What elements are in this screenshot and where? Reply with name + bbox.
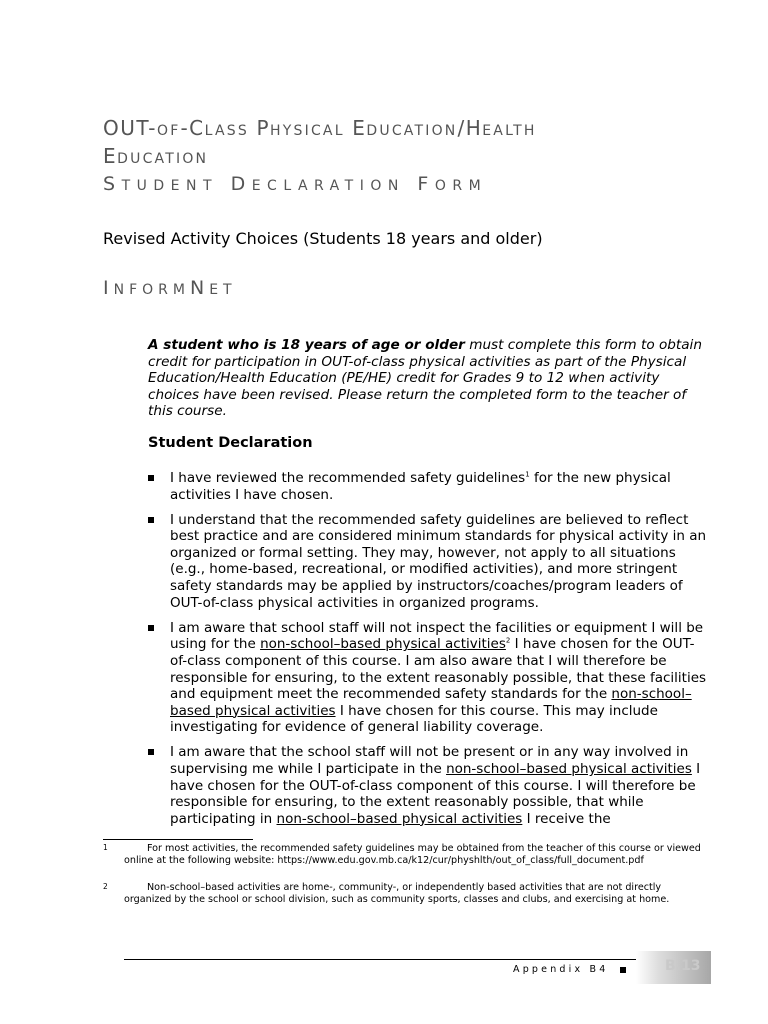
declaration-item: I understand that the recommended safety guidelines are believed to reflect best practice and are considered minimum standards for physical activity in an organized or formal setting. They may, however, not apply to all situations (e.g., home-based, recreational, or modified activities), and more stringent safety standards may be applied by instructors/coaches/program leaders of OUT-of-class physical activities in organized programs. [148,512,708,612]
bullet-square-icon [148,475,154,481]
footer-appendix-label: Appendix B4 [513,964,609,975]
declaration-item: I am aware that school staff will not inspect the facilities or equipment I will be using for the non-school–based physical activities$^2$ I have chosen for the OUT-of-class component of this course. I am also aware that I will therefore be responsible for ensuring, to the extent reasonably possible, that these facilities and equipment meet the recommended safety standards for the non-school–based physical activities I have chosen for this course. This may include investigating for evidence of general liability coverage. [148,620,708,736]
bullet-square-icon [148,625,154,631]
footnote-2: 2 Non-school–based activities are home-, community-, or independently based activities that are not directly organized by the school or school division, such as community sports, classes and clubs, and exercising at home. [103,882,670,906]
footnote-ref[interactable]: 1 [525,470,530,479]
form-subtitle: Revised Activity Choices (Students 18 years and older) [103,229,543,248]
title-line-2: EDUCATION [103,144,209,168]
term-link[interactable]: non-school–based physical activities [170,686,692,719]
declaration-list [148,470,708,836]
bullet-square-icon [148,517,154,523]
section-heading: Student Declaration [148,435,313,451]
title-line-1: OUT-OF-CLASS PHYSICAL EDUCATION/HEALTH [103,116,537,140]
footnote-1: 1 For most activities, the recommended safety guidelines may be obtained from the teacher of this course or viewed online at the following website: https://www.edu.gov.mb.ca/k12/cur/physhlth/out_of_class/full_document.pdf [103,843,701,867]
term-link[interactable]: non-school–based physical activities [276,810,523,827]
title-line-3: STUDENT DECLARATION FORM [103,173,488,195]
term-link[interactable]: non-school–based physical activities [446,761,692,777]
declaration-item: I have reviewed the recommended safety guidelines$^1$ for the new physical activities I have chosen. [148,470,708,503]
intro-paragraph: A student who is 18 years of age or older must complete this form to obtain credit for participation in OUT-of-class physical activities as part of the Physical Education/Health Education (PE/HE) credit for Grades 9 to 12 when activity choices have been revised. Please return the completed form to the teacher of this course. [148,337,702,420]
term-link[interactable]: non-school–based physical activities [260,636,506,653]
footer-square-icon [620,967,626,973]
page-number: B.13 [665,958,701,974]
informnet-heading: INFORMNET [103,277,237,299]
form-title [103,116,723,199]
declaration-item: I am aware that the school staff will not be present or in any way involved in supervising me while I participate in the non-school–based physical activities I have chosen for the OUT-of-class component of this course. I will therefore be responsible for ensuring, to the extent reasonably possible, that while participating in non-school–based physical activities I receive the [148,744,708,827]
footer-divider [124,959,636,960]
footnote-divider [103,839,253,840]
bullet-square-icon [148,749,154,755]
footnote-ref[interactable]: 2 [505,636,511,645]
